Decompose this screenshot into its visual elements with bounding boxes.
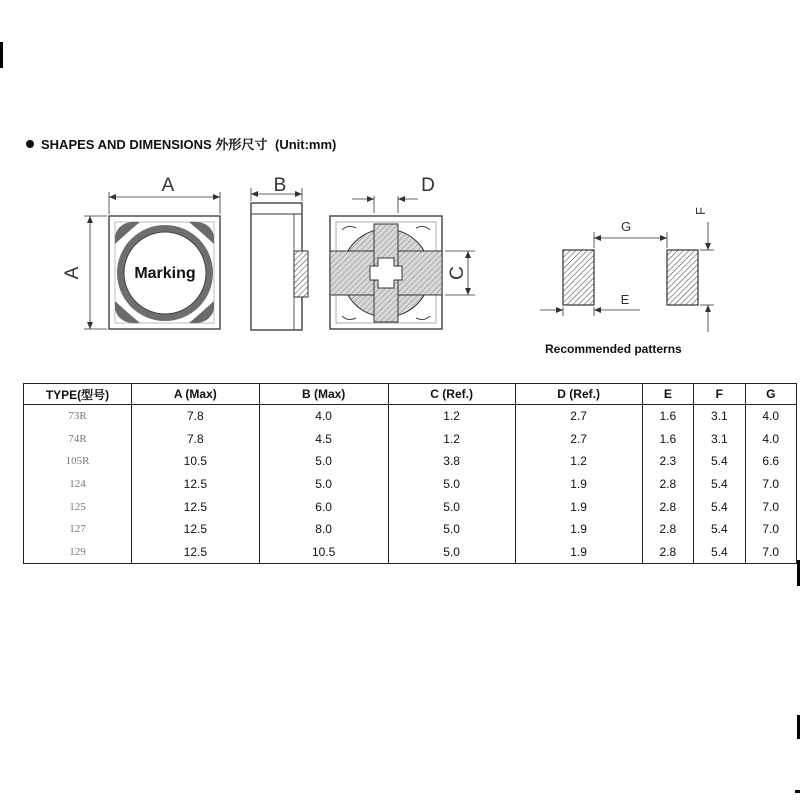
marking-text: Marking xyxy=(134,265,196,282)
column-header: E xyxy=(642,384,693,405)
table-cell: 5.0 xyxy=(259,450,388,473)
table-header-row xyxy=(24,384,797,405)
table-row xyxy=(24,541,797,564)
label-e: E xyxy=(620,292,630,307)
type-cell: 127 xyxy=(24,518,132,541)
column-header: F xyxy=(694,384,745,405)
table-cell: 5.0 xyxy=(259,473,388,496)
table-cell: 1.9 xyxy=(515,541,642,564)
table-cell: 2.3 xyxy=(642,450,693,473)
table-cell: 7.0 xyxy=(745,518,796,541)
table-cell: 3.8 xyxy=(388,450,515,473)
table-cell: 7.8 xyxy=(132,405,260,428)
table-cell: 10.5 xyxy=(259,541,388,564)
table-cell: 2.8 xyxy=(642,541,693,564)
title-unit: (Unit:mm) xyxy=(274,137,337,152)
table-cell: 6.6 xyxy=(745,450,796,473)
table-cell: 1.9 xyxy=(515,518,642,541)
table-cell: 3.1 xyxy=(694,428,745,451)
table-cell: 4.0 xyxy=(259,405,388,428)
table-cell: 1.9 xyxy=(515,473,642,496)
column-header: B (Max) xyxy=(259,384,388,405)
column-header: G xyxy=(745,384,796,405)
label-f: F xyxy=(693,207,708,215)
table-cell: 1.9 xyxy=(515,495,642,518)
type-cell: 124 xyxy=(24,473,132,496)
table-cell: 2.8 xyxy=(642,473,693,496)
dimension-drawing xyxy=(0,160,800,370)
bullet-icon xyxy=(26,140,34,148)
table-cell: 12.5 xyxy=(132,518,260,541)
recommended-pattern xyxy=(563,250,698,305)
pad-right xyxy=(667,250,698,305)
table-cell: 5.0 xyxy=(388,473,515,496)
section-title xyxy=(26,134,336,153)
side-view xyxy=(251,203,308,330)
table-cell: 12.5 xyxy=(132,473,260,496)
pad-left xyxy=(563,250,594,305)
table-row xyxy=(24,450,797,473)
table-row xyxy=(24,518,797,541)
table-row xyxy=(24,405,797,428)
table-cell: 6.0 xyxy=(259,495,388,518)
title-text: SHAPES AND DIMENSIONS xyxy=(41,137,212,152)
table-cell: 5.4 xyxy=(694,518,745,541)
table-cell: 2.8 xyxy=(642,495,693,518)
label-a-left: A xyxy=(62,266,83,280)
table-cell: 7.0 xyxy=(745,495,796,518)
column-header: C (Ref.) xyxy=(388,384,515,405)
recommended-patterns-label: Recommended patterns xyxy=(545,342,682,356)
table-cell: 8.0 xyxy=(259,518,388,541)
type-cell: 125 xyxy=(24,495,132,518)
dimensions-table xyxy=(23,383,797,564)
table-cell: 7.0 xyxy=(745,473,796,496)
table-row xyxy=(24,428,797,451)
table-row xyxy=(24,473,797,496)
table-cell: 4.0 xyxy=(745,428,796,451)
table-cell: 7.0 xyxy=(745,541,796,564)
type-cell: 105R xyxy=(24,450,132,473)
table-cell: 12.5 xyxy=(132,541,260,564)
title-chinese: 外形尺寸 xyxy=(215,137,268,152)
column-header: D (Ref.) xyxy=(515,384,642,405)
label-c: C xyxy=(447,266,468,280)
type-cell: 129 xyxy=(24,541,132,564)
table-cell: 4.0 xyxy=(745,405,796,428)
column-header: A (Max) xyxy=(132,384,260,405)
edge-mark-top-left xyxy=(0,42,3,68)
table-cell: 3.1 xyxy=(694,405,745,428)
table-cell: 1.2 xyxy=(388,405,515,428)
table-cell: 5.0 xyxy=(388,518,515,541)
table-cell: 5.4 xyxy=(694,450,745,473)
table-cell: 1.2 xyxy=(515,450,642,473)
table-cell: 10.5 xyxy=(132,450,260,473)
table-cell: 5.4 xyxy=(694,541,745,564)
top-view xyxy=(109,216,220,329)
edge-mark-bottom-right xyxy=(795,790,800,793)
type-cell: 74R xyxy=(24,428,132,451)
table-cell: 4.5 xyxy=(259,428,388,451)
table-cell: 2.8 xyxy=(642,518,693,541)
table-cell: 1.2 xyxy=(388,428,515,451)
table-cell: 12.5 xyxy=(132,495,260,518)
table-cell: 2.7 xyxy=(515,405,642,428)
table-cell: 1.6 xyxy=(642,405,693,428)
table-cell: 5.4 xyxy=(694,473,745,496)
label-b: B xyxy=(273,175,287,196)
table-cell: 1.6 xyxy=(642,428,693,451)
table-row xyxy=(24,495,797,518)
table-cell: 5.0 xyxy=(388,541,515,564)
type-cell: 73R xyxy=(24,405,132,428)
bottom-view xyxy=(330,216,442,329)
table-cell: 2.7 xyxy=(515,428,642,451)
label-g: G xyxy=(620,219,632,234)
column-header: TYPE(型号) xyxy=(24,384,132,405)
table-cell: 7.8 xyxy=(132,428,260,451)
table-cell: 5.4 xyxy=(694,495,745,518)
label-a-top: A xyxy=(161,175,175,196)
label-d: D xyxy=(421,175,435,196)
table-cell: 5.0 xyxy=(388,495,515,518)
